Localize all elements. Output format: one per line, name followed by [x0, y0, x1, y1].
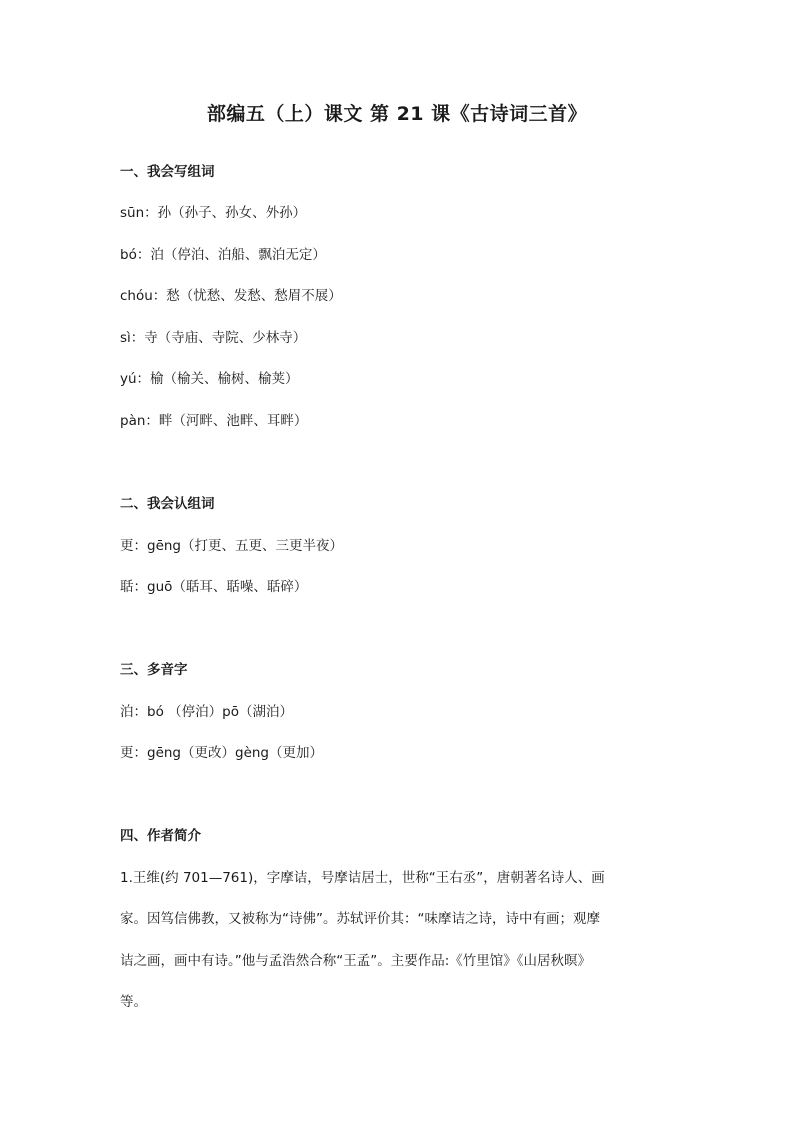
- vocab-line: 聒：guō（聒耳、聒噪、聒碎）: [120, 579, 308, 595]
- polyphone-line: 更：gēng（更改）gèng（更加）: [120, 745, 324, 761]
- polyphone-line: 泊：bó （停泊）pō（湖泊）: [120, 704, 293, 720]
- vocab-line: 更：gēng（打更、五更、三更半夜）: [120, 538, 344, 554]
- vocab-line: yú：榆（榆关、榆树、榆荚）: [120, 371, 299, 387]
- author-intro-line: 等。: [120, 994, 147, 1010]
- vocab-line: pàn：畔（河畔、池畔、耳畔）: [120, 413, 308, 429]
- vocab-line: sì：寺（寺庙、寺院、少林寺）: [120, 330, 307, 346]
- section-heading-write-words: 一、我会写组词: [120, 164, 215, 180]
- vocab-line: sūn：孙（孙子、孙女、外孙）: [120, 205, 307, 221]
- vocab-line: chóu：愁（忧愁、发愁、愁眉不展）: [120, 288, 342, 304]
- author-intro-line: 诘之画，画中有诗。”他与孟浩然合称“王孟”。主要作品:《竹里馆》《山居秋暝》: [120, 953, 592, 969]
- section-heading-polyphones: 三、多音字: [120, 662, 188, 678]
- vocab-line: bó：泊（停泊、泊船、飘泊无定）: [120, 247, 326, 263]
- author-intro-line: 1.王维(约 701—761)，字摩诘，号摩诘居士，世称“王右丞”，唐朝著名诗人、画: [120, 870, 605, 886]
- section-heading-recognize-words: 二、我会认组词: [120, 496, 215, 512]
- page-title: 部编五（上）课文 第 21 课《古诗词三首》: [206, 103, 588, 125]
- section-heading-author-intro: 四、作者简介: [120, 828, 201, 844]
- author-intro-line: 家。因笃信佛教，又被称为“诗佛”。苏轼评价其：“味摩诘之诗，诗中有画；观摩: [120, 911, 600, 927]
